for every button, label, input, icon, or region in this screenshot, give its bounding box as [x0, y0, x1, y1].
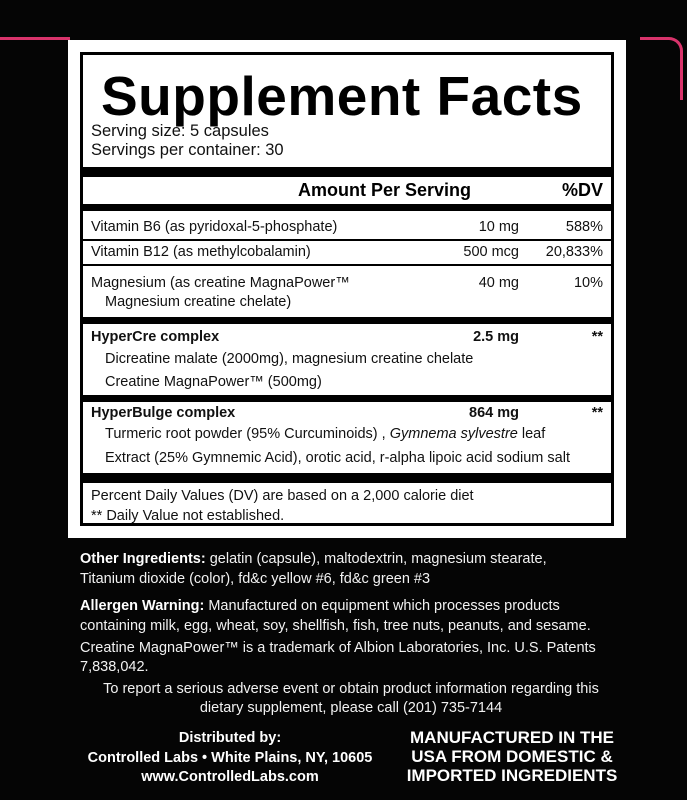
other-ingredients: [80, 550, 547, 569]
hyperbulge-ingredients-line2: Extract (25% Gymnemic Acid), orotic acid, r-alpha lipoic acid sodium salt: [105, 450, 570, 466]
nutrient-subtext: Magnesium creatine chelate): [105, 294, 292, 310]
hyperbulge-text: leaf: [517, 426, 546, 442]
hyperbulge-dv: **: [591, 405, 603, 421]
manufactured-line3: IMPORTED INGREDIENTS: [406, 766, 618, 785]
thick-divider: [83, 167, 611, 177]
supplement-facts-panel: [68, 40, 626, 538]
accent-border-right: [640, 37, 683, 100]
distributor-company: Controlled Labs • White Plains, NY, 10605: [87, 750, 373, 766]
report-notice-line2: dietary supplement, please call (201) 735-7144: [199, 700, 503, 716]
trademark-notice: Creatine MagnaPower™ is a trademark of Albion Laboratories, Inc. U.S. Patents: [80, 640, 596, 656]
allergen-label: Allergen Warning:: [80, 598, 205, 614]
manufactured-line1: MANUFACTURED IN THE: [410, 728, 614, 747]
nutrient-amount: 40 mg: [478, 275, 519, 291]
allergen-text: Manufactured on equipment which processes products: [204, 598, 560, 614]
manufactured-line2: USA FROM DOMESTIC &: [411, 747, 613, 766]
manufactured-notice: [392, 728, 632, 785]
hyperbulge-text: Turmeric root powder (95% Curcuminoids) ,: [105, 426, 390, 442]
hypercre-ingredients-line1: Dicreatine malate (2000mg), magnesium creatine chelate: [105, 351, 474, 367]
section-divider: [83, 317, 611, 324]
allergen-warning: [80, 597, 560, 616]
report-notice: To report a serious adverse event or obtain product information regarding this: [103, 681, 599, 697]
header-divider: [83, 204, 611, 211]
hypercre-name: HyperCre complex: [91, 329, 220, 345]
row-divider: [83, 239, 611, 241]
allergen-warning-line2: containing milk, egg, wheat, soy, shellfish, fish, tree nuts, peanuts, and sesame.: [80, 618, 591, 634]
serving-size: Serving size: 5 capsules: [91, 122, 269, 140]
thick-divider: [83, 473, 611, 483]
header-dv: %DV: [561, 180, 603, 200]
hyperbulge-amount: 864 mg: [469, 405, 519, 421]
trademark-notice-line2: 7,838,042.: [80, 659, 149, 675]
nutrient-amount: 500 mcg: [463, 244, 519, 260]
nutrient-amount: 10 mg: [478, 219, 519, 235]
hypercre-ingredients-line2: Creatine MagnaPower™ (500mg): [105, 374, 322, 390]
hypercre-dv: **: [591, 329, 603, 345]
distributor-label: Distributed by:: [178, 730, 282, 746]
hyperbulge-ingredients-line1: [105, 425, 545, 444]
footnote-dv-not-established: ** Daily Value not established.: [91, 508, 285, 524]
supplement-facts-box: [80, 52, 614, 526]
section-divider: [83, 395, 611, 402]
row-divider: [83, 264, 611, 266]
nutrient-dv: 20,833%: [545, 244, 603, 260]
facts-title: Supplement Facts: [101, 65, 583, 127]
other-ingredients-line2: Titanium dioxide (color), fd&c yellow #6, fd&c green #3: [80, 571, 431, 587]
nutrient-name: Vitamin B6 (as pyridoxal-5-phosphate): [91, 219, 338, 235]
nutrient-name: Magnesium (as creatine MagnaPower™: [91, 275, 350, 291]
nutrient-dv: 10%: [573, 275, 603, 291]
header-amount: Amount Per Serving: [298, 180, 472, 200]
nutrient-dv: 588%: [565, 219, 603, 235]
hypercre-amount: 2.5 mg: [473, 329, 519, 345]
accent-border-left: [0, 37, 70, 40]
nutrient-name: Vitamin B12 (as methylcobalamin): [91, 244, 311, 260]
distributor-website: www.ControlledLabs.com: [141, 769, 319, 785]
footnote-dv: Percent Daily Values (DV) are based on a 2,000 calorie diet: [91, 488, 474, 504]
hyperbulge-species: Gymnema sylvestre: [389, 426, 518, 442]
hyperbulge-name: HyperBulge complex: [91, 405, 236, 421]
other-ingredients-text: gelatin (capsule), maltodextrin, magnesium stearate,: [205, 551, 547, 567]
other-ingredients-label: Other Ingredients:: [80, 551, 206, 567]
serving-info: [91, 122, 284, 160]
servings-per-container: Servings per container: 30: [91, 141, 284, 159]
